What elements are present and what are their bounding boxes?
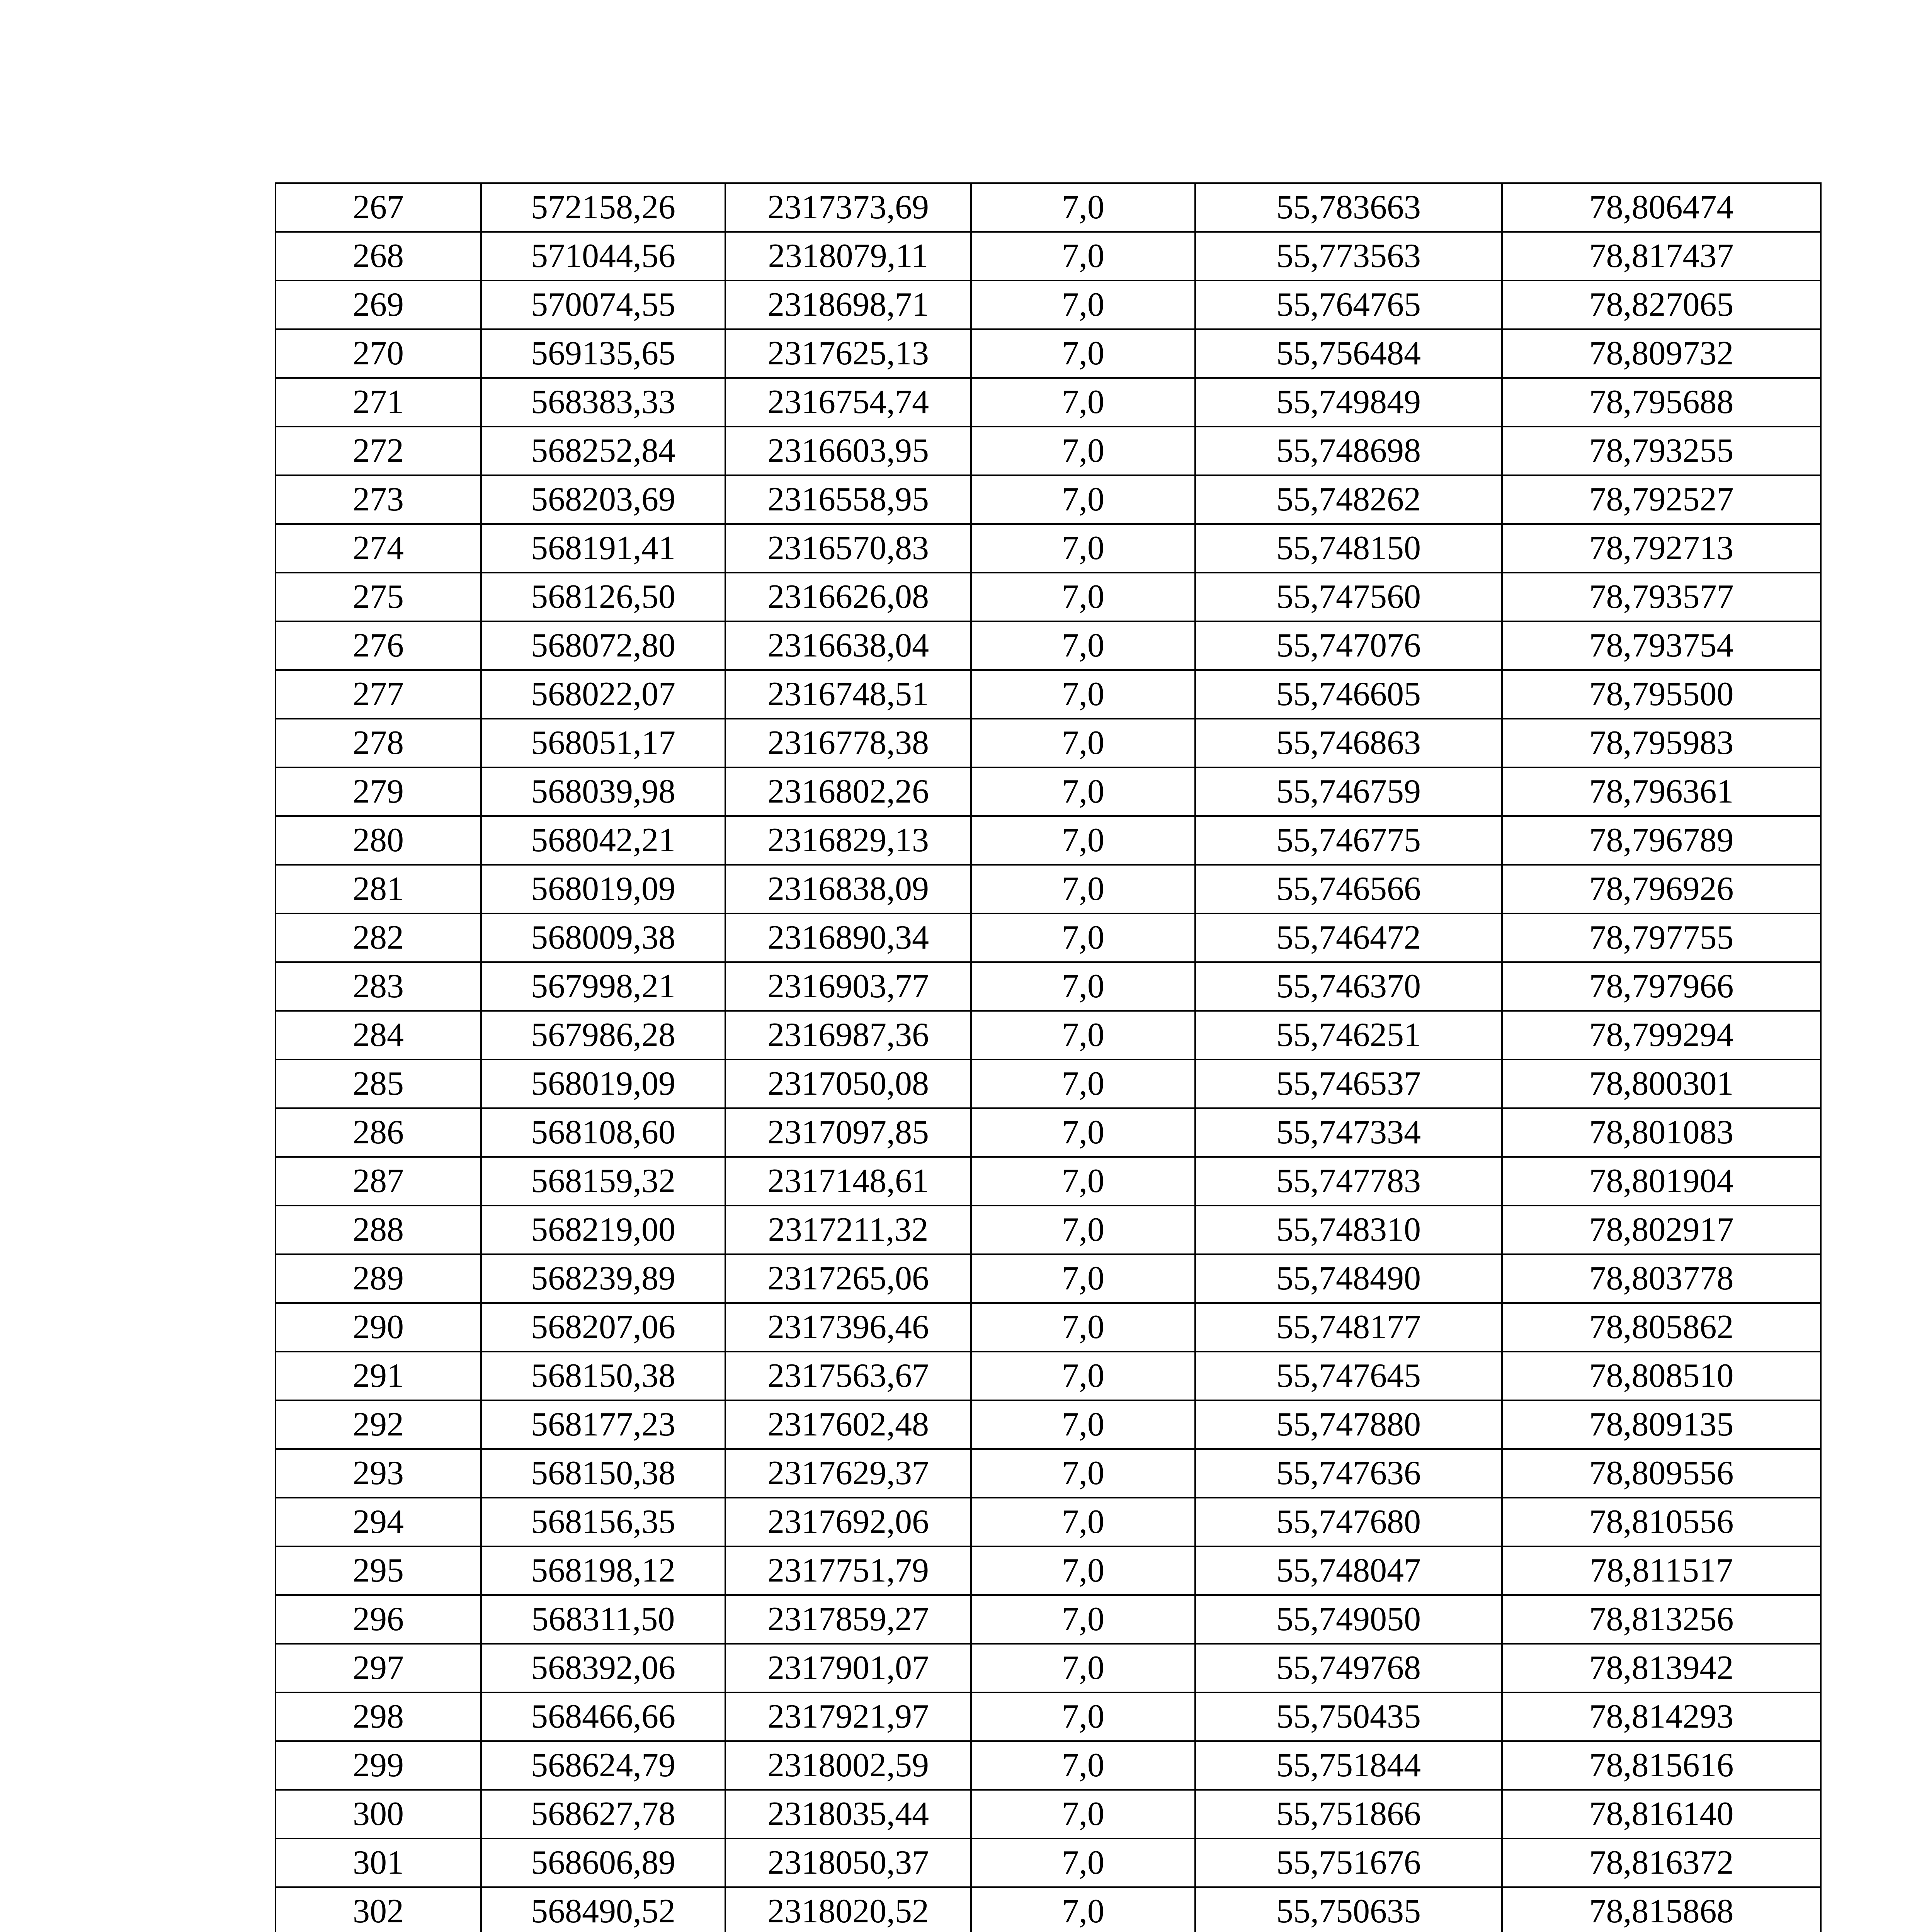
cell-latitude: 55,746472 [1195,913,1502,962]
cell-longitude: 78,809732 [1502,329,1821,378]
cell-accuracy: 7,0 [971,670,1195,719]
coordinate-table [275,182,1822,1932]
cell-x-coordinate: 568019,09 [481,865,725,913]
cell-latitude: 55,746566 [1195,865,1502,913]
cell-x-coordinate: 568051,17 [481,719,725,767]
cell-latitude: 55,749849 [1195,378,1502,427]
cell-y-coordinate: 2317265,06 [725,1254,971,1303]
cell-point-number: 297 [276,1644,481,1692]
coordinate-table-body [276,183,1821,1932]
cell-y-coordinate: 2317097,85 [725,1108,971,1157]
cell-accuracy: 7,0 [971,1692,1195,1741]
cell-y-coordinate: 2317373,69 [725,183,971,232]
cell-x-coordinate: 568177,23 [481,1400,725,1449]
cell-latitude: 55,773563 [1195,232,1502,281]
table-row [276,1741,1821,1790]
cell-latitude: 55,747560 [1195,573,1502,621]
cell-accuracy: 7,0 [971,1206,1195,1254]
cell-y-coordinate: 2317921,97 [725,1692,971,1741]
cell-accuracy: 7,0 [971,1352,1195,1400]
cell-point-number: 296 [276,1595,481,1644]
cell-point-number: 298 [276,1692,481,1741]
table-row [276,1838,1821,1887]
table-row [276,962,1821,1011]
cell-latitude: 55,751844 [1195,1741,1502,1790]
cell-point-number: 293 [276,1449,481,1498]
cell-y-coordinate: 2316754,74 [725,378,971,427]
cell-y-coordinate: 2316829,13 [725,816,971,865]
cell-longitude: 78,795983 [1502,719,1821,767]
cell-point-number: 287 [276,1157,481,1206]
table-row [276,1011,1821,1060]
cell-point-number: 267 [276,183,481,232]
cell-x-coordinate: 568108,60 [481,1108,725,1157]
cell-accuracy: 7,0 [971,913,1195,962]
cell-latitude: 55,746759 [1195,767,1502,816]
cell-accuracy: 7,0 [971,1838,1195,1887]
cell-y-coordinate: 2318035,44 [725,1790,971,1838]
cell-y-coordinate: 2317629,37 [725,1449,971,1498]
cell-accuracy: 7,0 [971,1400,1195,1449]
cell-longitude: 78,802917 [1502,1206,1821,1254]
table-row [276,767,1821,816]
cell-y-coordinate: 2317563,67 [725,1352,971,1400]
cell-point-number: 276 [276,621,481,670]
cell-x-coordinate: 568159,32 [481,1157,725,1206]
cell-accuracy: 7,0 [971,767,1195,816]
cell-x-coordinate: 571044,56 [481,232,725,281]
cell-y-coordinate: 2317396,46 [725,1303,971,1352]
cell-longitude: 78,810556 [1502,1498,1821,1546]
cell-x-coordinate: 568191,41 [481,524,725,573]
cell-x-coordinate: 569135,65 [481,329,725,378]
table-row [276,281,1821,329]
cell-x-coordinate: 567998,21 [481,962,725,1011]
cell-latitude: 55,746605 [1195,670,1502,719]
cell-y-coordinate: 2316570,83 [725,524,971,573]
cell-accuracy: 7,0 [971,427,1195,475]
cell-longitude: 78,799294 [1502,1011,1821,1060]
table-row [276,621,1821,670]
cell-latitude: 55,748698 [1195,427,1502,475]
cell-longitude: 78,793255 [1502,427,1821,475]
cell-longitude: 78,801083 [1502,1108,1821,1157]
cell-longitude: 78,796926 [1502,865,1821,913]
cell-x-coordinate: 568606,89 [481,1838,725,1887]
cell-y-coordinate: 2316626,08 [725,573,971,621]
table-row [276,378,1821,427]
cell-latitude: 55,749768 [1195,1644,1502,1692]
cell-y-coordinate: 2317625,13 [725,329,971,378]
cell-x-coordinate: 568203,69 [481,475,725,524]
cell-x-coordinate: 568042,21 [481,816,725,865]
cell-y-coordinate: 2316558,95 [725,475,971,524]
cell-longitude: 78,795500 [1502,670,1821,719]
cell-x-coordinate: 568009,38 [481,913,725,962]
cell-longitude: 78,815616 [1502,1741,1821,1790]
cell-x-coordinate: 568624,79 [481,1741,725,1790]
cell-x-coordinate: 568072,80 [481,621,725,670]
cell-y-coordinate: 2318079,11 [725,232,971,281]
cell-longitude: 78,801904 [1502,1157,1821,1206]
cell-latitude: 55,747880 [1195,1400,1502,1449]
cell-accuracy: 7,0 [971,962,1195,1011]
cell-y-coordinate: 2317751,79 [725,1546,971,1595]
cell-latitude: 55,747645 [1195,1352,1502,1400]
cell-y-coordinate: 2318698,71 [725,281,971,329]
table-row [276,573,1821,621]
cell-accuracy: 7,0 [971,573,1195,621]
table-row [276,232,1821,281]
cell-longitude: 78,792527 [1502,475,1821,524]
cell-y-coordinate: 2316778,38 [725,719,971,767]
cell-y-coordinate: 2318002,59 [725,1741,971,1790]
cell-longitude: 78,815868 [1502,1887,1821,1932]
table-row [276,1595,1821,1644]
cell-accuracy: 7,0 [971,1790,1195,1838]
cell-accuracy: 7,0 [971,719,1195,767]
cell-longitude: 78,827065 [1502,281,1821,329]
table-row [276,719,1821,767]
table-row [276,1060,1821,1108]
table-row [276,329,1821,378]
cell-latitude: 55,746370 [1195,962,1502,1011]
table-row [276,913,1821,962]
cell-point-number: 272 [276,427,481,475]
cell-x-coordinate: 572158,26 [481,183,725,232]
cell-point-number: 281 [276,865,481,913]
cell-longitude: 78,800301 [1502,1060,1821,1108]
cell-accuracy: 7,0 [971,1595,1195,1644]
cell-longitude: 78,806474 [1502,183,1821,232]
cell-point-number: 290 [276,1303,481,1352]
table-row [276,1303,1821,1352]
cell-accuracy: 7,0 [971,865,1195,913]
cell-longitude: 78,811517 [1502,1546,1821,1595]
cell-x-coordinate: 568207,06 [481,1303,725,1352]
cell-y-coordinate: 2316603,95 [725,427,971,475]
cell-accuracy: 7,0 [971,232,1195,281]
cell-x-coordinate: 568150,38 [481,1449,725,1498]
cell-accuracy: 7,0 [971,621,1195,670]
cell-latitude: 55,751676 [1195,1838,1502,1887]
cell-latitude: 55,747334 [1195,1108,1502,1157]
cell-point-number: 269 [276,281,481,329]
table-row [276,475,1821,524]
cell-x-coordinate: 568126,50 [481,573,725,621]
cell-point-number: 273 [276,475,481,524]
cell-latitude: 55,764765 [1195,281,1502,329]
cell-latitude: 55,748262 [1195,475,1502,524]
cell-point-number: 284 [276,1011,481,1060]
cell-latitude: 55,746775 [1195,816,1502,865]
cell-longitude: 78,797755 [1502,913,1821,962]
cell-accuracy: 7,0 [971,329,1195,378]
cell-x-coordinate: 568392,06 [481,1644,725,1692]
cell-x-coordinate: 568627,78 [481,1790,725,1838]
cell-latitude: 55,749050 [1195,1595,1502,1644]
table-row [276,1644,1821,1692]
table-row [276,1254,1821,1303]
cell-point-number: 283 [276,962,481,1011]
cell-accuracy: 7,0 [971,1546,1195,1595]
cell-accuracy: 7,0 [971,1741,1195,1790]
cell-point-number: 294 [276,1498,481,1546]
table-row [276,1157,1821,1206]
cell-accuracy: 7,0 [971,1887,1195,1932]
cell-y-coordinate: 2317211,32 [725,1206,971,1254]
cell-latitude: 55,750435 [1195,1692,1502,1741]
cell-point-number: 299 [276,1741,481,1790]
cell-point-number: 270 [276,329,481,378]
cell-accuracy: 7,0 [971,475,1195,524]
cell-accuracy: 7,0 [971,183,1195,232]
cell-latitude: 55,751866 [1195,1790,1502,1838]
cell-y-coordinate: 2316987,36 [725,1011,971,1060]
cell-x-coordinate: 568156,35 [481,1498,725,1546]
cell-x-coordinate: 568490,52 [481,1887,725,1932]
cell-latitude: 55,783663 [1195,183,1502,232]
cell-accuracy: 7,0 [971,1108,1195,1157]
cell-y-coordinate: 2316748,51 [725,670,971,719]
cell-point-number: 279 [276,767,481,816]
cell-longitude: 78,813256 [1502,1595,1821,1644]
cell-accuracy: 7,0 [971,1449,1195,1498]
cell-longitude: 78,793754 [1502,621,1821,670]
table-row [276,670,1821,719]
cell-y-coordinate: 2317602,48 [725,1400,971,1449]
table-row [276,816,1821,865]
cell-point-number: 275 [276,573,481,621]
cell-longitude: 78,795688 [1502,378,1821,427]
cell-x-coordinate: 568022,07 [481,670,725,719]
cell-point-number: 286 [276,1108,481,1157]
cell-x-coordinate: 568219,00 [481,1206,725,1254]
cell-y-coordinate: 2316903,77 [725,962,971,1011]
cell-latitude: 55,748310 [1195,1206,1502,1254]
cell-x-coordinate: 568466,66 [481,1692,725,1741]
cell-point-number: 289 [276,1254,481,1303]
cell-longitude: 78,809135 [1502,1400,1821,1449]
cell-longitude: 78,816372 [1502,1838,1821,1887]
cell-y-coordinate: 2316638,04 [725,621,971,670]
cell-accuracy: 7,0 [971,1011,1195,1060]
table-row [276,1790,1821,1838]
table-row [276,865,1821,913]
cell-point-number: 285 [276,1060,481,1108]
cell-x-coordinate: 568150,38 [481,1352,725,1400]
table-row [276,1108,1821,1157]
table-row [276,1692,1821,1741]
cell-longitude: 78,792713 [1502,524,1821,573]
cell-y-coordinate: 2317692,06 [725,1498,971,1546]
cell-x-coordinate: 568239,89 [481,1254,725,1303]
table-row [276,183,1821,232]
cell-y-coordinate: 2318050,37 [725,1838,971,1887]
cell-accuracy: 7,0 [971,524,1195,573]
cell-y-coordinate: 2316890,34 [725,913,971,962]
cell-latitude: 55,748150 [1195,524,1502,573]
cell-x-coordinate: 568039,98 [481,767,725,816]
cell-point-number: 278 [276,719,481,767]
table-row [276,1206,1821,1254]
cell-longitude: 78,817437 [1502,232,1821,281]
cell-x-coordinate: 568198,12 [481,1546,725,1595]
cell-x-coordinate: 568311,50 [481,1595,725,1644]
cell-point-number: 295 [276,1546,481,1595]
cell-latitude: 55,748490 [1195,1254,1502,1303]
cell-y-coordinate: 2317050,08 [725,1060,971,1108]
cell-point-number: 301 [276,1838,481,1887]
cell-longitude: 78,803778 [1502,1254,1821,1303]
cell-y-coordinate: 2316838,09 [725,865,971,913]
cell-y-coordinate: 2317148,61 [725,1157,971,1206]
cell-point-number: 300 [276,1790,481,1838]
table-row [276,524,1821,573]
cell-latitude: 55,756484 [1195,329,1502,378]
cell-point-number: 271 [276,378,481,427]
cell-y-coordinate: 2317859,27 [725,1595,971,1644]
cell-accuracy: 7,0 [971,1157,1195,1206]
cell-latitude: 55,746251 [1195,1011,1502,1060]
cell-longitude: 78,805862 [1502,1303,1821,1352]
cell-point-number: 282 [276,913,481,962]
cell-accuracy: 7,0 [971,281,1195,329]
cell-point-number: 277 [276,670,481,719]
cell-accuracy: 7,0 [971,1498,1195,1546]
cell-point-number: 268 [276,232,481,281]
cell-longitude: 78,809556 [1502,1449,1821,1498]
cell-point-number: 280 [276,816,481,865]
table-row [276,1546,1821,1595]
cell-point-number: 292 [276,1400,481,1449]
cell-accuracy: 7,0 [971,1303,1195,1352]
cell-latitude: 55,747076 [1195,621,1502,670]
cell-longitude: 78,808510 [1502,1352,1821,1400]
cell-latitude: 55,748177 [1195,1303,1502,1352]
cell-latitude: 55,746863 [1195,719,1502,767]
table-row [276,1498,1821,1546]
cell-y-coordinate: 2316802,26 [725,767,971,816]
cell-x-coordinate: 567986,28 [481,1011,725,1060]
cell-accuracy: 7,0 [971,378,1195,427]
table-row [276,1887,1821,1932]
cell-point-number: 288 [276,1206,481,1254]
cell-latitude: 55,747636 [1195,1449,1502,1498]
cell-longitude: 78,793577 [1502,573,1821,621]
table-row [276,1400,1821,1449]
cell-longitude: 78,796361 [1502,767,1821,816]
cell-x-coordinate: 568252,84 [481,427,725,475]
cell-point-number: 274 [276,524,481,573]
cell-latitude: 55,748047 [1195,1546,1502,1595]
cell-latitude: 55,746537 [1195,1060,1502,1108]
cell-x-coordinate: 570074,55 [481,281,725,329]
cell-latitude: 55,747783 [1195,1157,1502,1206]
table-row [276,427,1821,475]
cell-accuracy: 7,0 [971,1254,1195,1303]
cell-point-number: 302 [276,1887,481,1932]
cell-accuracy: 7,0 [971,1644,1195,1692]
cell-longitude: 78,796789 [1502,816,1821,865]
cell-y-coordinate: 2318020,52 [725,1887,971,1932]
cell-accuracy: 7,0 [971,816,1195,865]
cell-longitude: 78,814293 [1502,1692,1821,1741]
table-row [276,1352,1821,1400]
cell-longitude: 78,816140 [1502,1790,1821,1838]
cell-x-coordinate: 568019,09 [481,1060,725,1108]
cell-latitude: 55,750635 [1195,1887,1502,1932]
cell-longitude: 78,797966 [1502,962,1821,1011]
cell-point-number: 291 [276,1352,481,1400]
table-row [276,1449,1821,1498]
cell-x-coordinate: 568383,33 [481,378,725,427]
cell-longitude: 78,813942 [1502,1644,1821,1692]
cell-accuracy: 7,0 [971,1060,1195,1108]
cell-latitude: 55,747680 [1195,1498,1502,1546]
cell-y-coordinate: 2317901,07 [725,1644,971,1692]
